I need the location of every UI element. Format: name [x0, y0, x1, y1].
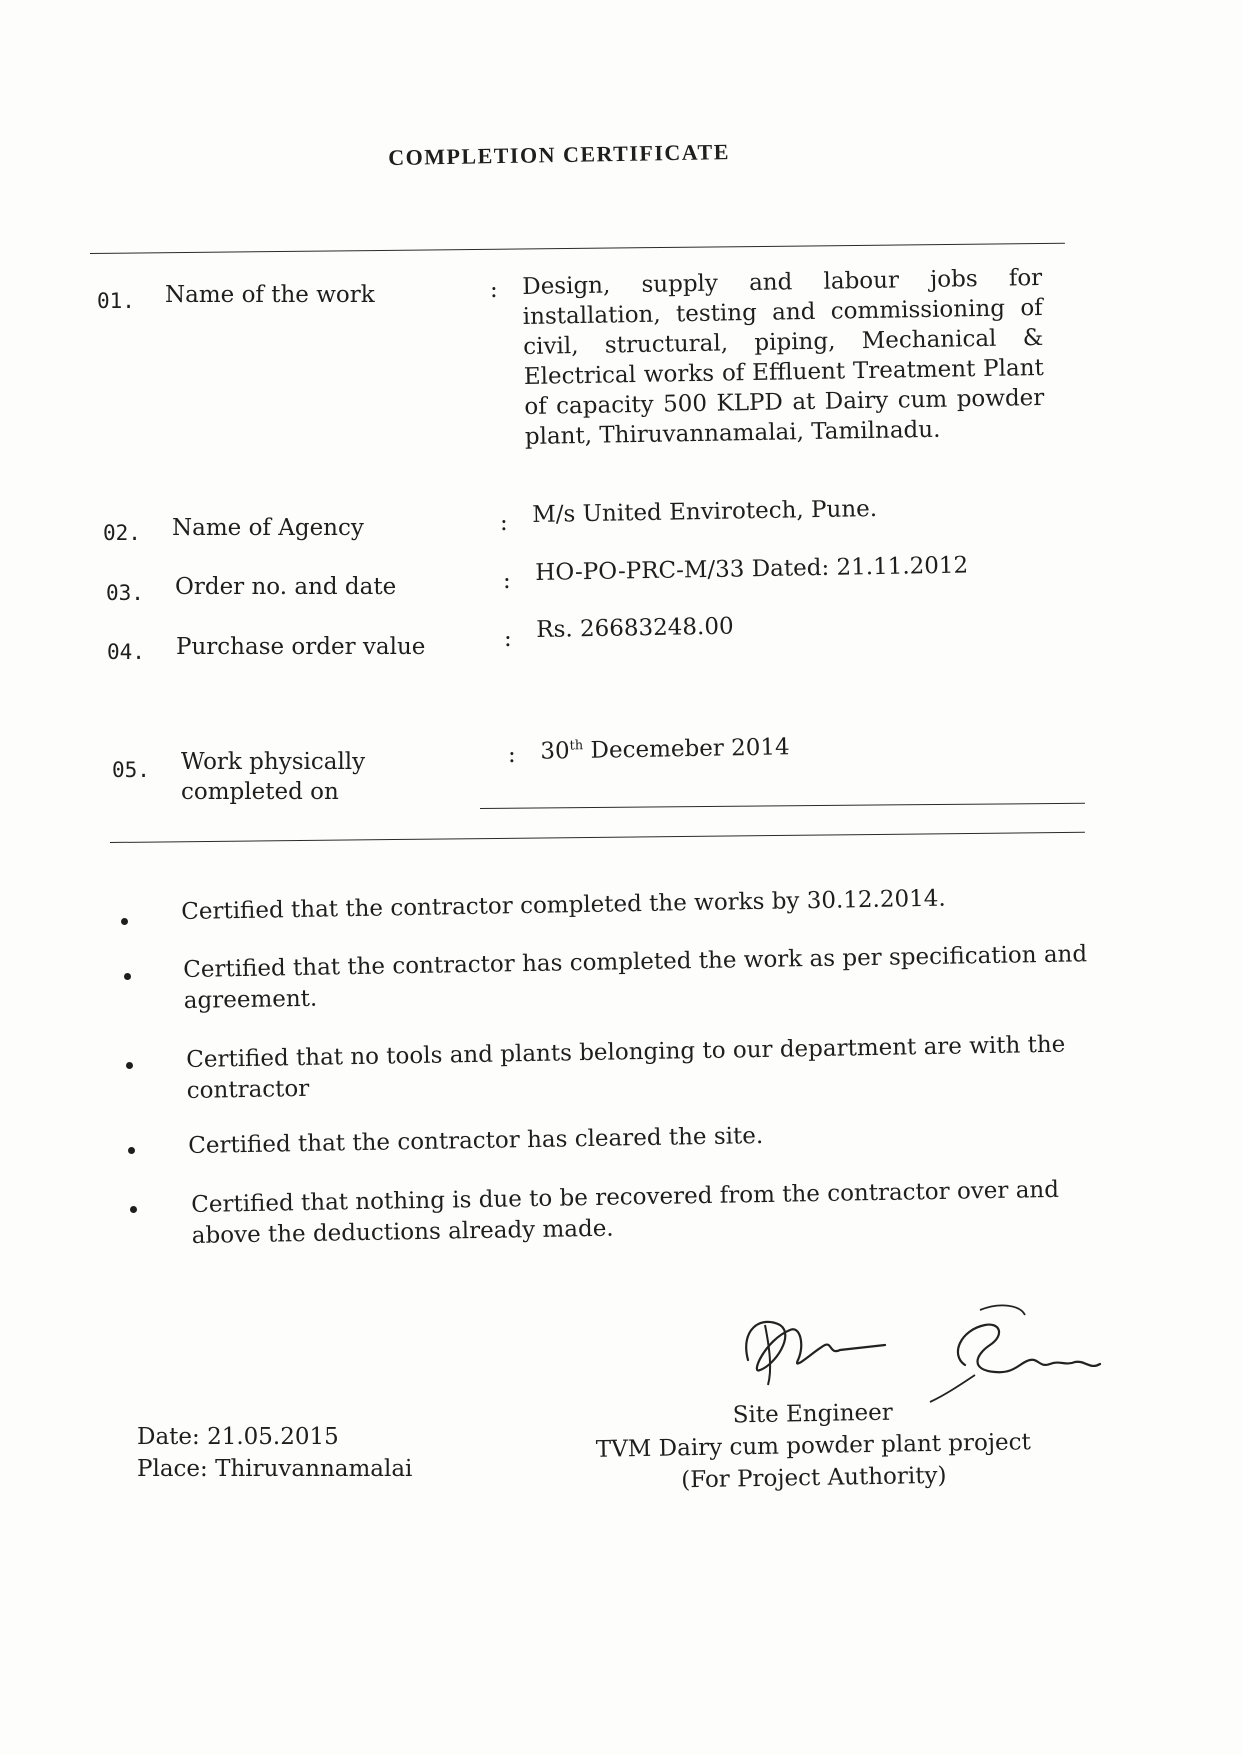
- date-label: Date:: [137, 1424, 200, 1450]
- mid-divider-right: [480, 803, 1085, 809]
- bullet-dot-1: [121, 918, 128, 925]
- completed-day-suffix: th: [569, 738, 584, 754]
- bullet-dot-5: [130, 1206, 137, 1213]
- place-value: Thiruvannamalai: [215, 1456, 413, 1482]
- row-number-01: 01.: [97, 289, 135, 313]
- row-colon-03: :: [503, 568, 511, 594]
- signatory-authority: (For Project Authority): [681, 1462, 947, 1494]
- date-line: [137, 1421, 339, 1453]
- signatory-role: Site Engineer: [732, 1399, 893, 1429]
- row-colon-04: :: [504, 626, 512, 652]
- row-value-order: HO-PO-PRC-M/33 Dated: 21.11.2012: [535, 552, 969, 586]
- signature-1: [746, 1322, 885, 1371]
- row-label-name-of-work: Name of the work: [165, 282, 375, 308]
- place-line: [137, 1453, 412, 1485]
- row-label-agency: Name of Agency: [172, 515, 364, 541]
- row-label-order: Order no. and date: [175, 574, 397, 600]
- row-number-05: 05.: [112, 758, 150, 782]
- row-colon-01: :: [490, 277, 498, 303]
- signatory-block: [585, 1394, 1042, 1498]
- row-value-name-of-work: Design, supply and labour jobs for installation, testing and commissioning of civil, structural, piping, Mechanical & Electrical works of Effluent Treatment Plant of capacity 500 KLPD at Dairy cum powder plant, Thiruvannamalai, Tamilnadu.: [522, 264, 1045, 450]
- row-label-completed-line2: completed on: [181, 779, 339, 805]
- row-number-02: 02.: [103, 521, 141, 545]
- row-value-agency: M/s United Envirotech, Pune.: [532, 495, 878, 528]
- document-title: COMPLETION CERTIFICATE: [388, 139, 731, 170]
- bullet-dot-2: [124, 973, 131, 980]
- bullet-dot-4: [128, 1147, 135, 1154]
- row-colon-02: :: [500, 510, 508, 536]
- row-value-completed: [540, 728, 790, 767]
- mid-divider: [110, 832, 1085, 843]
- completed-day: 30: [540, 738, 570, 765]
- row-value-po-value: Rs. 26683248.00: [536, 613, 734, 643]
- certification-item-4: Certified that the contractor has cleared the site.: [188, 1122, 764, 1159]
- certification-item-5: Certified that nothing is due to be recovered from the contractor over and above the deductions already made.: [191, 1176, 1060, 1249]
- signatory-project: TVM Dairy cum powder plant project: [595, 1429, 1031, 1463]
- row-colon-05: :: [508, 742, 516, 768]
- completed-month-year: Decemeber 2014: [590, 734, 790, 764]
- place-label: Place:: [137, 1456, 208, 1482]
- row-number-03: 03.: [106, 581, 144, 605]
- certification-item-3: Certified that no tools and plants belonging to our department are with the contractor: [186, 1031, 1066, 1104]
- certification-item-2: Certified that the contractor has completed the work as per specification and agreement.: [183, 941, 1088, 1014]
- row-label-completed-line1: Work physically: [181, 749, 366, 775]
- certification-item-1: Certified that the contractor completed the works by 30.12.2014.: [181, 885, 946, 925]
- top-divider: [90, 243, 1065, 254]
- row-label-po-value: Purchase order value: [176, 634, 426, 660]
- signature-2: [958, 1325, 1100, 1373]
- bullet-dot-3: [126, 1062, 133, 1069]
- row-number-04: 04.: [107, 640, 145, 664]
- date-value: 21.05.2015: [207, 1424, 339, 1450]
